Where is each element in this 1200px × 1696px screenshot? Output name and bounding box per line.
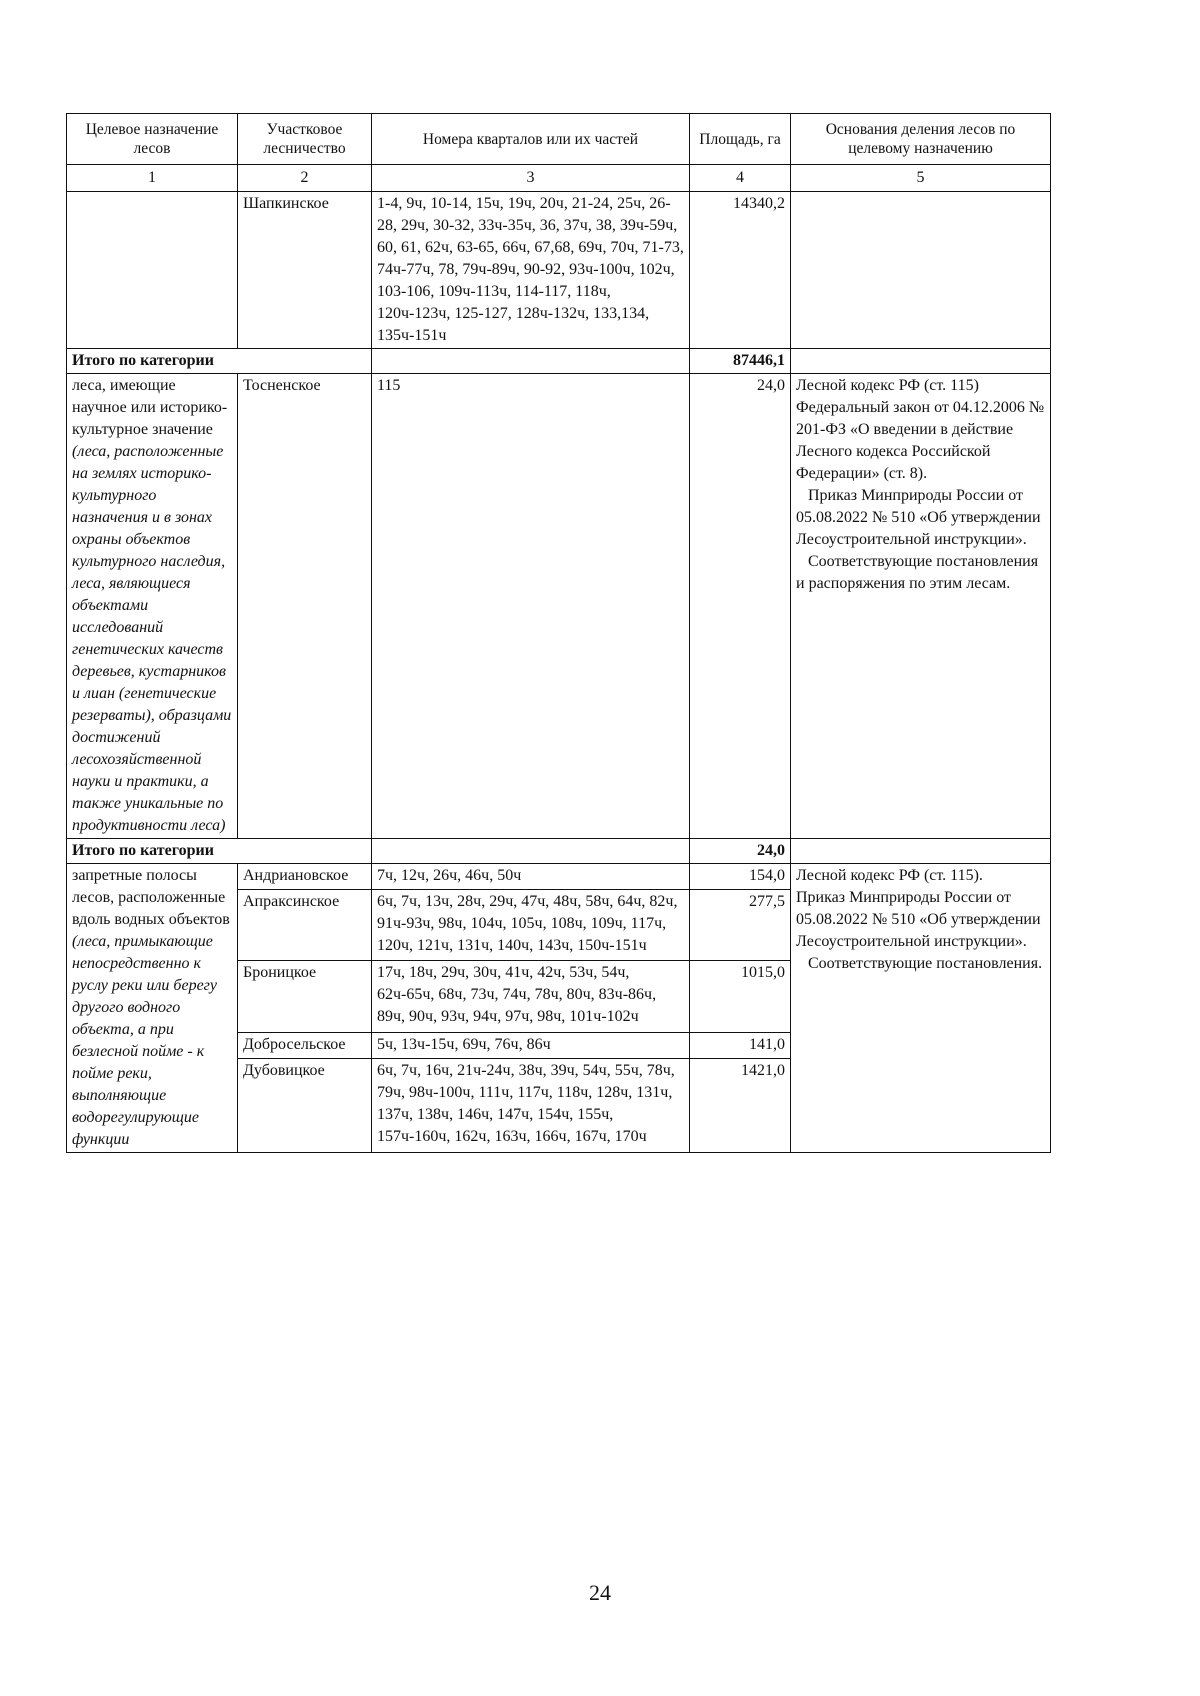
quarters-cell: 5ч, 13ч-15ч, 69ч, 76ч, 86ч: [372, 1032, 690, 1058]
basis-paragraph: Соответствующие постановления.: [808, 955, 1043, 972]
purpose-text: леса, имеющие научное или историко-культурное значение: [72, 377, 228, 438]
total-empty-cell: [372, 839, 690, 864]
total-empty-cell: [372, 349, 690, 374]
area-cell: 1421,0: [690, 1058, 791, 1152]
header-purpose: Целевое назначение лесов: [67, 114, 238, 165]
table-row: [67, 192, 1051, 349]
quarters-cell: 17ч, 18ч, 29ч, 30ч, 41ч, 42ч, 53ч, 54ч, 62ч-65ч, 68ч, 73ч, 74ч, 78ч, 80ч, 83ч-86ч, 89ч, 90ч, 93ч, 94ч, 97ч, 98ч, 101ч-102ч: [372, 961, 690, 1032]
header-basis: Основания деления лесов по целевому назначению: [791, 114, 1051, 165]
quarters-cell: 115: [372, 374, 690, 839]
purpose-text: запретные полосы лесов, расположенные вдоль водных объектов: [72, 867, 230, 928]
column-number: 1: [67, 165, 238, 192]
header-quarters: Номера кварталов или их частей: [372, 114, 690, 165]
header-area: Площадь, га: [690, 114, 791, 165]
basis-paragraph: Приказ Минприроды России от 05.08.2022 № 510 «Об утверждении Лесоустроительной инструкции».: [796, 889, 1041, 950]
district-cell: Тосненское: [238, 374, 372, 839]
basis-cell: [791, 864, 1051, 1153]
category-total-row: [67, 349, 1051, 374]
column-number: 5: [791, 165, 1051, 192]
district-cell: Апраксинское: [238, 889, 372, 960]
area-cell: 154,0: [690, 864, 791, 890]
total-area: 24,0: [690, 839, 791, 864]
purpose-cell: [67, 374, 238, 839]
basis-paragraph: Соответствующие постановления и распоряжения по этим лесам.: [796, 553, 1039, 592]
column-number: 3: [372, 165, 690, 192]
area-cell: 277,5: [690, 889, 791, 960]
forest-purpose-table: [66, 113, 1051, 1153]
basis-paragraph: Лесной кодекс РФ (ст. 115).: [796, 867, 983, 884]
district-cell: Броницкое: [238, 961, 372, 1032]
table-row: [67, 374, 1051, 839]
quarters-cell: 6ч, 7ч, 13ч, 28ч, 29ч, 47ч, 48ч, 58ч, 64ч, 82ч, 91ч-93ч, 98ч, 104ч, 105ч, 108ч, 109ч, 117ч, 120ч, 121ч, 131ч, 140ч, 143ч, 150ч-151ч: [372, 889, 690, 960]
district-cell: Добросельское: [238, 1032, 372, 1058]
district-cell: Дубовицкое: [238, 1058, 372, 1152]
area-cell: 24,0: [690, 374, 791, 839]
basis-cell: [791, 374, 1051, 839]
total-label: Итого по категории: [67, 839, 372, 864]
purpose-cell: [67, 864, 238, 1153]
area-cell: 141,0: [690, 1032, 791, 1058]
total-label: Итого по категории: [67, 349, 372, 374]
header-district: Участковое лесничество: [238, 114, 372, 165]
area-cell: 1015,0: [690, 961, 791, 1032]
basis-paragraph: Лесной кодекс РФ (ст. 115): [796, 377, 979, 394]
basis-paragraph: Федеральный закон от 04.12.2006 № 201-ФЗ «О введении в действие Лесного кодекса Российской Федерации» (ст. 8).: [796, 399, 1045, 482]
basis-cell: [791, 192, 1051, 349]
district-cell: Шапкинское: [238, 192, 372, 349]
total-empty-cell: [791, 839, 1051, 864]
total-area: 87446,1: [690, 349, 791, 374]
column-number-row: [67, 165, 1051, 192]
quarters-cell: 7ч, 12ч, 26ч, 46ч, 50ч: [372, 864, 690, 890]
quarters-cell: 1-4, 9ч, 10-14, 15ч, 19ч, 20ч, 21-24, 25ч, 26-28, 29ч, 30-32, 33ч-35ч, 36, 37ч, 38, 39ч-59ч, 60, 61, 62ч, 63-65, 66ч, 67,68, 69ч, 70ч, 71-73, 74ч-77ч, 78, 79ч-89ч, 90-92, 93ч-100ч, 102ч, 103-106, 109ч-113ч, 114-117, 118ч, 120ч-123ч, 125-127, 128ч-132ч, 133,134, 135ч-151ч: [372, 192, 690, 349]
total-empty-cell: [791, 349, 1051, 374]
table-header-row: [67, 114, 1051, 165]
area-cell: 14340,2: [690, 192, 791, 349]
page-number: 24: [589, 1580, 611, 1605]
district-cell: Андриановское: [238, 864, 372, 890]
purpose-note: (леса, расположенные на землях историко-культурного назначения и в зонах охраны объектов культурного наследия, леса, являющиеся объектами исследований генетических качеств деревьев, кустарников и лиан (генетические резерваты), образцами достижений лесохозяйственной науки и практики, а также уникальные по продуктивности леса): [72, 443, 232, 834]
column-number: 2: [238, 165, 372, 192]
purpose-note: (леса, примыкающие непосредственно к руслу реки или берегу другого водного объекта, а при безлесной пойме - к пойме реки, выполняющие водорегулирующие функции: [72, 933, 218, 1148]
category-total-row: [67, 839, 1051, 864]
quarters-cell: 6ч, 7ч, 16ч, 21ч-24ч, 38ч, 39ч, 54ч, 55ч, 78ч, 79ч, 98ч-100ч, 111ч, 117ч, 118ч, 128ч, 131ч, 137ч, 138ч, 146ч, 147ч, 154ч, 155ч, 157ч-160ч, 162ч, 163ч, 166ч, 167ч, 170ч: [372, 1058, 690, 1152]
table-row: [67, 864, 1051, 890]
basis-paragraph: Приказ Минприроды России от 05.08.2022 № 510 «Об утверждении Лесоустроительной инструкции».: [796, 487, 1041, 548]
column-number: 4: [690, 165, 791, 192]
purpose-cell: [67, 192, 238, 349]
